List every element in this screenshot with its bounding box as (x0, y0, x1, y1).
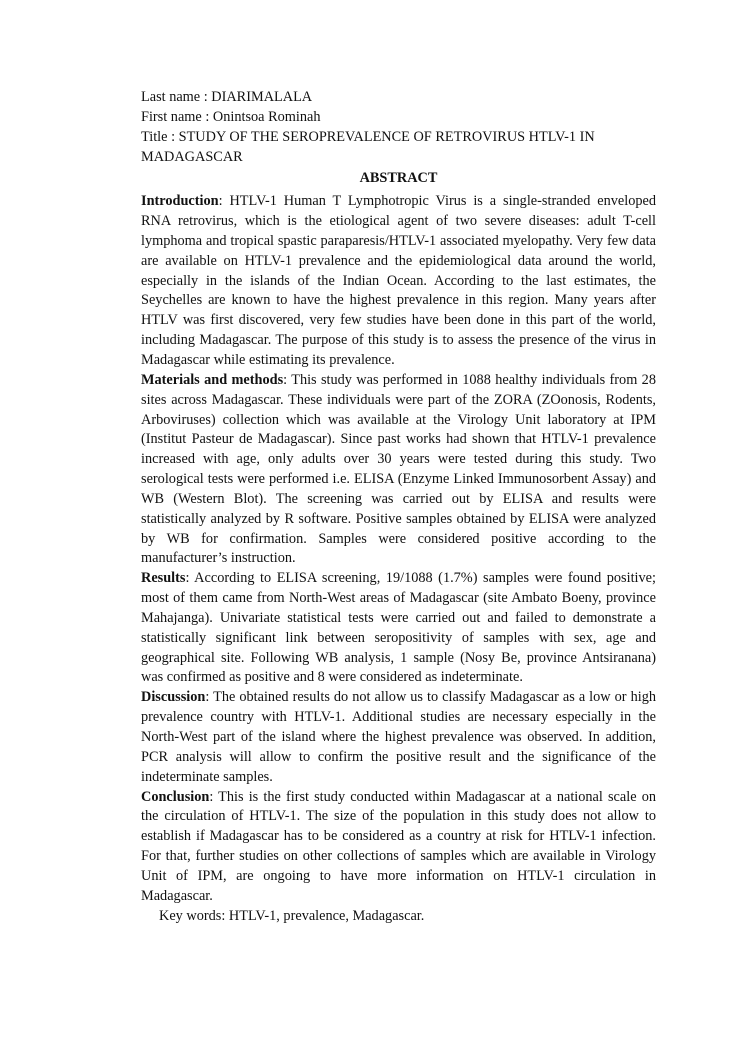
discussion-paragraph (141, 688, 656, 787)
title-line: Title : STUDY OF THE SEROPREVALENCE OF RETROVIRUS HTLV-1 IN MADAGASCAR (141, 128, 595, 165)
discussion-label: Discussion (141, 689, 206, 706)
document-page (141, 88, 656, 926)
results-paragraph (141, 569, 656, 688)
keywords-line: Key words: HTLV-1, prevalence, Madagascar. (159, 907, 425, 924)
last-name-line: Last name : DIARIMALALA (141, 89, 313, 105)
abstract-heading: ABSTRACT (359, 170, 438, 187)
results-label: Results (141, 570, 186, 587)
methods-text: : This study was performed in 1088 healthy individuals from 28 sites across Madagascar. These individuals were part of the ZORA (ZOonosis, Rodents, Arboviruses) collection which was available at the Virology Unit laboratory at IPM (Institut Pasteur de Madagascar). Since past works had shown that HTLV-1 prevalence increased with age, only adults over 30 years were tested during this study. Two serological tests were performed i.e. ELISA (Enzyme Linked Immunosorbent Assay) and WB (Western Blot). The screening was carried out by ELISA and results were statistically analyzed by R software. Positive samples obtained by ELISA were analyzed by WB for confirmation. Samples were considered positive according to the manufacturer’s instruction. (141, 371, 656, 567)
conclusion-label: Conclusion (141, 788, 210, 805)
results-text: : According to ELISA screening, 19/1088 (1.7%) samples were found positive; most of them came from North-West areas of Madagascar (site Ambato Boeny, province Mahajanga). Univariate statistical tests were carried out and failed to demonstrate a statistically significant link between seropositivity of samples with sex, age and geographical site. Following WB analysis, 1 sample (Nosy Be, province Antsiranana) was confirmed as positive and 8 were considered as indeterminate. (141, 570, 656, 686)
conclusion-paragraph (141, 788, 656, 907)
discussion-text: : The obtained results do not allow us to classify Madagascar as a low or high prevalence country with HTLV-1. Additional studies are necessary especially in the North-West part of the island where the highest prevalence was observed. In addition, PCR analysis will allow to confirm the positive result and the significance of the indeterminate samples. (141, 689, 656, 785)
first-name-line: First name : Onintsoa Rominah (141, 108, 321, 125)
introduction-text: : HTLV-1 Human T Lymphotropic Virus is a single-stranded enveloped RNA retrovirus, which is the etiological agent of two severe diseases: adult T-cell lymphoma and tropical spastic paraparesis/HTLV-1 associated myelopathy. Very few data are available on HTLV-1 prevalence and the epidemiological data around the world, especially in the islands of the Indian Ocean. According to the last estimates, the Seychelles are known to have the highest prevalence in this region. Many years after HTLV was first discovered, very few studies have been done in this part of the world, including Madagascar. The purpose of this study is to assess the presence of the virus in Madagascar while estimating its prevalence. (141, 193, 656, 368)
introduction-label: Introduction (141, 193, 219, 210)
methods-paragraph (141, 371, 656, 569)
methods-label: Materials and methods (141, 371, 284, 388)
introduction-paragraph (141, 192, 656, 371)
conclusion-text: : This is the first study conducted within Madagascar at a national scale on the circulation of HTLV-1. The size of the population in this study does not allow to establish if Madagascar has to be considered as a country at risk for HTLV-1 infection. For that, further studies on other collections of samples which are available in Virology Unit of IPM, are ongoing to have more information on HTLV-1 circulation in Madagascar. (141, 788, 656, 904)
